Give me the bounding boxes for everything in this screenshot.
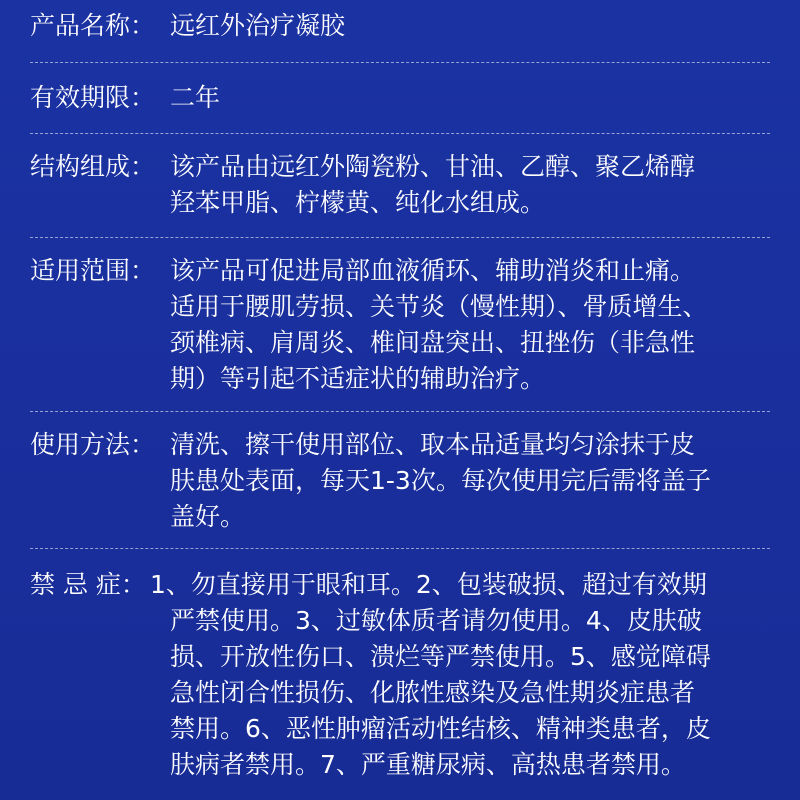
scope-line: 颈椎病、肩周炎、椎间盘突出、扭挫伤（非急性 [170,328,696,357]
product-name-label: 产品名称： [30,11,156,40]
contraindications-line: 1、勿直接用于眼和耳。2、包装破损、超过有效期 [150,570,707,599]
usage-value [170,427,780,535]
scope-label: 适用范围： [30,256,156,285]
contraindications-line: 严禁使用。3、过敏体质者请勿使用。4、皮肤破 [170,606,702,635]
divider [30,548,770,549]
contraindications-line: 急性闭合性损伤、化脓性感染及急性期炎症患者 [170,678,696,707]
composition-label: 结构组成： [30,152,156,181]
divider [30,62,770,63]
usage-line: 肤患处表面，每天1-3次。每次使用完后需将盖子 [170,466,711,495]
divider [30,411,770,412]
scope-line: 期）等引起不适症状的辅助治疗。 [170,364,546,393]
composition-line: 该产品由远红外陶瓷粉、甘油、乙醇、聚乙烯醇 [170,152,696,181]
usage-line: 盖好。 [170,502,246,531]
validity-label: 有效期限： [30,83,156,112]
product-name-value [170,8,780,44]
composition-value [170,149,780,221]
divider [30,237,770,238]
contraindications-line: 肤病者禁用。7、严重糖尿病、高热患者禁用。 [170,750,686,779]
scope-value [170,253,780,397]
contraindications-value [150,567,780,783]
usage-line: 清洗、擦干使用部位、取本品适量均匀涂抹于皮 [170,430,696,459]
validity-line: 二年 [170,83,221,112]
scope-line: 适用于腰肌劳损、关节炎（慢性期）、骨质增生、 [170,292,708,321]
contraindications-label: 禁 忌 症： [30,570,146,599]
contraindications-line: 禁用。6、恶性肿瘤活动性结核、精神类患者，皮 [170,714,711,743]
scope-line: 该产品可促进局部血液循环、辅助消炎和止痛。 [170,256,696,285]
usage-label: 使用方法： [30,430,156,459]
product-name-line: 远红外治疗凝胶 [170,11,346,40]
contraindications-line: 损、开放性伤口、溃烂等严禁使用。5、感觉障碍 [170,642,711,671]
validity-value [170,80,780,116]
divider [30,133,770,134]
composition-line: 羟苯甲脂、柠檬黄、纯化水组成。 [170,188,546,217]
